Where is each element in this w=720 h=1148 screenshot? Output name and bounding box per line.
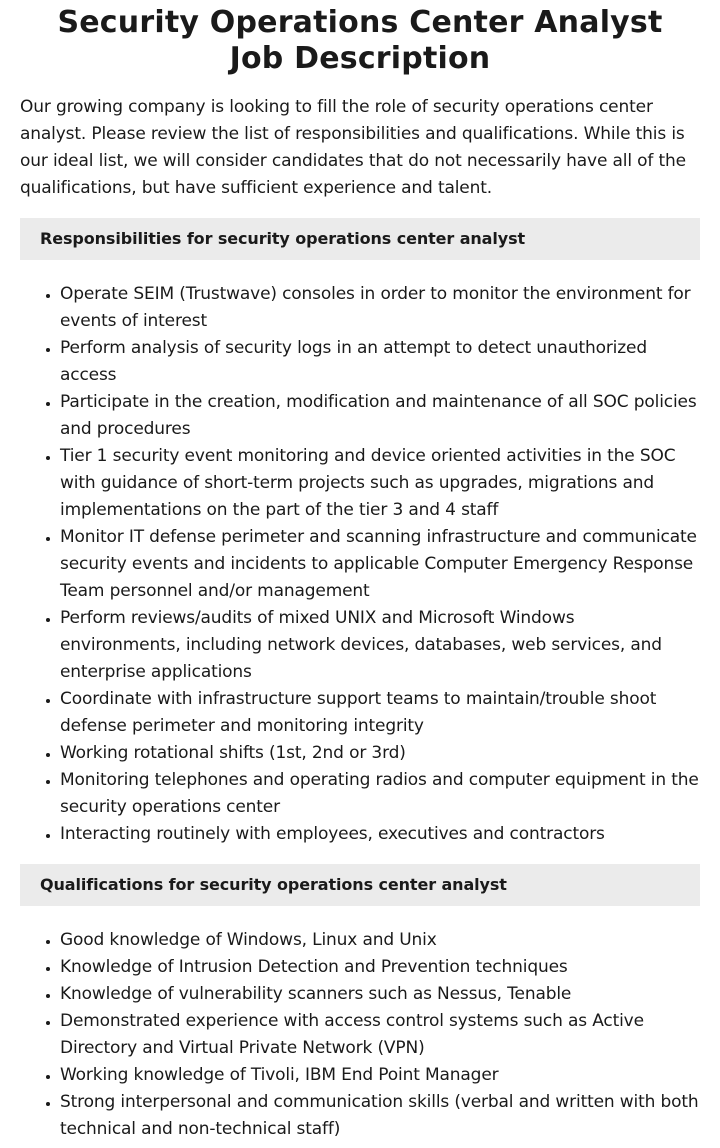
list-item: • Working rotational shifts (1st, 2nd or 3rd) (60, 740, 700, 767)
list-item: • Strong interpersonal and communication skills (verbal and written with both technical and non-technical staff) (60, 1089, 700, 1143)
list-item: • Monitor IT defense perimeter and scanning infrastructure and communicate security events and incidents to applicable Computer Emergency Response Team personnel and/or management (60, 524, 700, 605)
list-item: • Coordinate with infrastructure support teams to maintain/trouble shoot defense perimeter and monitoring integrity (60, 686, 700, 740)
list-item: • Knowledge of Intrusion Detection and Prevention techniques (60, 954, 700, 981)
job-description-page (0, 5, 720, 1143)
list-item: • Perform analysis of security logs in an attempt to detect unauthorized access (60, 335, 700, 389)
list-item: • Participate in the creation, modification and maintenance of all SOC policies and procedures (60, 389, 700, 443)
intro-paragraph: Our growing company is looking to fill the role of security operations center analyst. Please review the list of responsibilities and qualifications. While this is our ideal list, we will consider candidates that do not necessarily have all of the qualifications, but have sufficient experience and talent. (20, 97, 686, 198)
list-item: • Perform reviews/audits of mixed UNIX and Microsoft Windows environments, including network devices, databases, web services, and enterprise applications (60, 605, 700, 686)
list-item: • Interacting routinely with employees, executives and contractors (60, 821, 700, 848)
list-item: • Working knowledge of Tivoli, IBM End Point Manager (60, 1062, 700, 1089)
list-item: • Knowledge of vulnerability scanners such as Nessus, Tenable (60, 981, 700, 1008)
list-item: • Monitoring telephones and operating radios and computer equipment in the security operations center (60, 767, 700, 821)
page-title: Security Operations Center Analyst Job Description (57, 5, 663, 76)
qualifications-list (20, 927, 700, 1143)
qualifications-heading: Qualifications for security operations center analyst (20, 864, 700, 906)
list-item: • Demonstrated experience with access control systems such as Active Directory and Virtual Private Network (VPN) (60, 1008, 700, 1062)
list-item: • Good knowledge of Windows, Linux and Unix (60, 927, 700, 954)
list-item: • Operate SEIM (Trustwave) consoles in order to monitor the environment for events of interest (60, 281, 700, 335)
responsibilities-heading: Responsibilities for security operations center analyst (20, 218, 700, 260)
responsibilities-list (20, 281, 700, 848)
list-item: • Tier 1 security event monitoring and device oriented activities in the SOC with guidance of short-term projects such as upgrades, migrations and implementations on the part of the tier 3 and 4 staff (60, 443, 700, 524)
